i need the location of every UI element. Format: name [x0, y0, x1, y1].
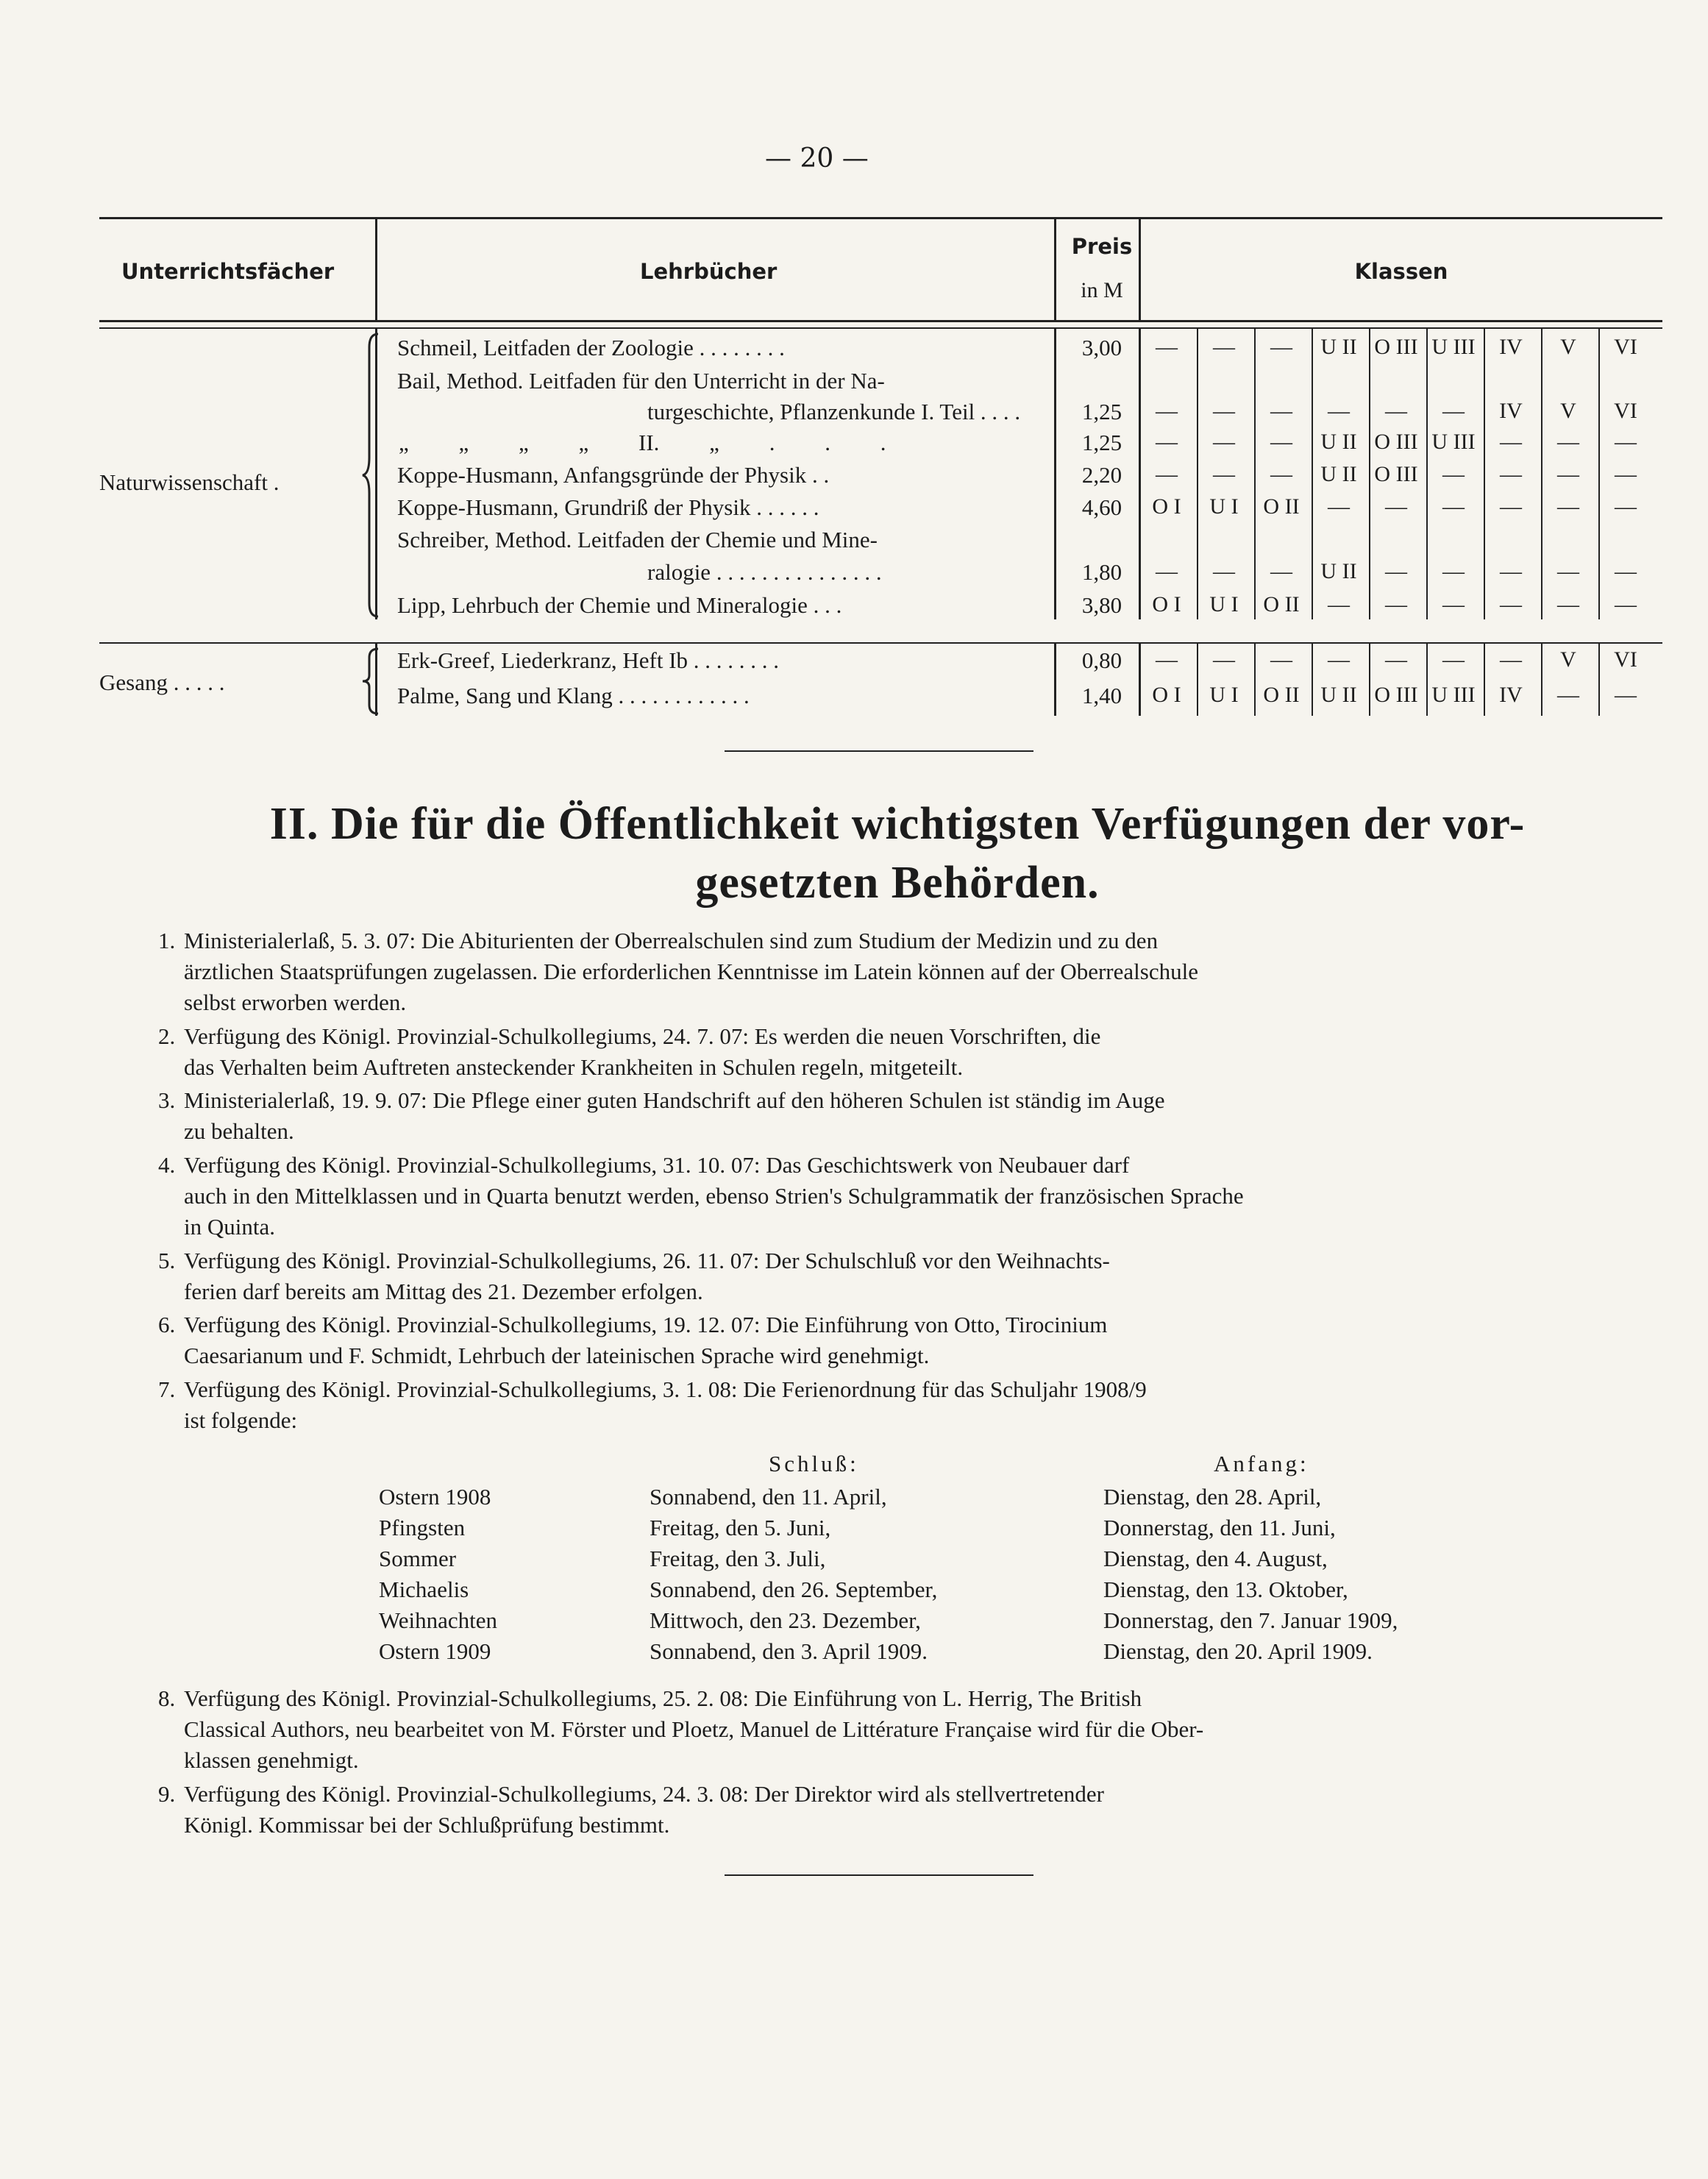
col-divider — [1139, 644, 1141, 716]
decree-item — [158, 1085, 1618, 1147]
class-cell: — — [1156, 559, 1178, 583]
schedule-end: Sonnabend, den 3. April 1909. — [650, 1638, 928, 1664]
class-divider — [1484, 329, 1485, 619]
class-cell: — — [1385, 647, 1407, 672]
schedule-end: Sonnabend, den 11. April, — [650, 1484, 887, 1510]
class-cell: U III — [1431, 430, 1476, 454]
class-cell: — — [1442, 592, 1465, 616]
item-line: zu behalten. — [184, 1118, 294, 1144]
price-cell: 1,25 — [1081, 399, 1122, 424]
class-cell: — — [1500, 647, 1522, 672]
class-cell: — — [1557, 559, 1579, 583]
class-cell: VI — [1614, 399, 1637, 423]
class-cell: IV — [1499, 399, 1523, 423]
class-cell: — — [1328, 399, 1350, 423]
class-divider — [1312, 644, 1313, 716]
col-divider — [1054, 218, 1056, 321]
class-cell: — — [1156, 647, 1178, 672]
decree-item — [158, 1245, 1618, 1307]
class-cell: — — [1385, 559, 1407, 583]
schedule-start: Dienstag, den 28. April, — [1103, 1484, 1322, 1510]
header-price-bottom: in M — [1081, 278, 1123, 302]
item-line: Verfügung des Königl. Provinzial-Schulkollegiums, 26. 11. 07: Der Schulschluß vor den Weihnachts- — [184, 1248, 1110, 1273]
class-cell: U II — [1320, 335, 1357, 359]
book-title: ralogie . . . . . . . . . . . . . . . — [647, 559, 882, 585]
subject-naturwissenschaft: Naturwissenschaft . — [99, 469, 280, 495]
class-cell: — — [1615, 592, 1637, 616]
schedule-name: Michaelis — [379, 1577, 469, 1602]
class-cell: — — [1442, 494, 1465, 519]
item-line: Verfügung des Königl. Provinzial-Schulkollegiums, 3. 1. 08: Die Ferienordnung für das Schuljahr 1908/9 — [184, 1376, 1147, 1402]
class-cell: O II — [1263, 683, 1300, 707]
schedule-name: Ostern 1909 — [379, 1638, 491, 1664]
schedule-end: Freitag, den 5. Juni, — [650, 1515, 831, 1540]
price-cell: 1,25 — [1081, 430, 1122, 455]
class-cell: — — [1442, 559, 1465, 583]
class-divider — [1254, 329, 1256, 619]
price-cell: 0,80 — [1081, 647, 1122, 673]
section-title-line1: II. Die für die Öffentlichkeit wichtigsten Verfügungen der vor- — [269, 799, 1526, 849]
schedule-start: Donnerstag, den 7. Januar 1909, — [1103, 1607, 1398, 1633]
schedule-end: Sonnabend, den 26. September, — [650, 1577, 938, 1602]
schedule-start: Dienstag, den 20. April 1909. — [1103, 1638, 1373, 1664]
class-cell: — — [1500, 430, 1522, 454]
decree-item — [158, 1309, 1618, 1371]
item-line: Ministerialerlaß, 19. 9. 07: Die Pflege einer guten Handschrift auf den höheren Schulen ist ständig im Auge — [184, 1087, 1165, 1113]
class-divider — [1197, 329, 1198, 619]
class-divider — [1197, 644, 1198, 716]
item-line: Caesarianum und F. Schmidt, Lehrbuch der lateinischen Sprache wird genehmigt. — [184, 1343, 930, 1368]
class-cell: U III — [1431, 335, 1476, 359]
item-number: 5. — [158, 1248, 176, 1273]
schedule-start: Dienstag, den 4. August, — [1103, 1546, 1328, 1571]
class-cell: — — [1615, 430, 1637, 454]
class-cell: — — [1270, 335, 1292, 359]
item-line: ferien darf bereits am Mittag des 21. Dezember erfolgen. — [184, 1279, 703, 1304]
class-cell: — — [1213, 462, 1235, 486]
col-divider — [1054, 329, 1056, 619]
class-cell: — — [1557, 462, 1579, 486]
class-divider — [1426, 329, 1428, 619]
schedule-end: Mittwoch, den 23. Dezember, — [650, 1607, 921, 1633]
book-title: Bail, Method. Leitfaden für den Unterricht in der Na- — [397, 368, 885, 394]
col-divider — [1054, 644, 1056, 716]
class-cell: O III — [1374, 430, 1418, 454]
class-divider — [1369, 329, 1370, 619]
class-cell: — — [1270, 399, 1292, 423]
class-divider — [1598, 329, 1600, 619]
item-line: Verfügung des Königl. Provinzial-Schulkollegiums, 31. 10. 07: Das Geschichtswerk von Neubauer darf — [184, 1152, 1130, 1178]
class-cell: — — [1557, 494, 1579, 519]
item-line: das Verhalten beim Auftreten ansteckender Krankheiten in Schulen regeln, mitgeteilt. — [184, 1054, 964, 1080]
item-line: auch in den Mittelklassen und in Quarta benutzt werden, ebenso Strien's Schulgrammatik der französischen Sprache — [184, 1183, 1244, 1209]
class-cell: O II — [1263, 592, 1300, 616]
class-cell: V — [1560, 399, 1576, 423]
class-divider — [1312, 329, 1313, 619]
book-title: Koppe-Husmann, Grundriß der Physik . . . . . . — [397, 494, 819, 520]
class-cell: O III — [1374, 683, 1418, 707]
class-cell: — — [1213, 647, 1235, 672]
item-line: ärztlichen Staatsprüfungen zugelassen. Die erforderlichen Kenntnisse im Latein können auf der Oberrealschule — [184, 959, 1198, 984]
table-end-rule — [725, 750, 1033, 752]
header-price-top: Preis — [1071, 234, 1133, 259]
class-cell: — — [1615, 683, 1637, 707]
item-line: Verfügung des Königl. Provinzial-Schulkollegiums, 19. 12. 07: Die Einführung von Otto, Tirocinium — [184, 1312, 1108, 1337]
book-title: „ „ „ „ II. „ . . . — [399, 430, 886, 455]
header-books: Lehrbücher — [640, 259, 778, 284]
schedule-name: Ostern 1908 — [379, 1484, 491, 1510]
brace-naturwissenschaft — [360, 333, 382, 618]
table-top-rule — [99, 217, 1662, 219]
class-divider — [1426, 644, 1428, 716]
class-cell: — — [1615, 494, 1637, 519]
decree-item — [158, 1779, 1618, 1841]
class-divider — [1541, 329, 1542, 619]
decree-item — [158, 1150, 1618, 1243]
brace-gesang — [360, 647, 382, 715]
class-cell: O III — [1374, 462, 1418, 486]
class-divider — [1484, 644, 1485, 716]
item-number: 7. — [158, 1376, 176, 1402]
item-line: Verfügung des Königl. Provinzial-Schulkollegiums, 24. 7. 07: Es werden die neuen Vorschriften, die — [184, 1023, 1101, 1049]
class-cell: — — [1213, 559, 1235, 583]
class-cell: U II — [1320, 430, 1357, 454]
class-cell: U I — [1209, 683, 1239, 707]
class-cell: — — [1270, 462, 1292, 486]
decree-item — [158, 1021, 1618, 1083]
class-cell: U I — [1209, 592, 1239, 616]
schedule-start: Donnerstag, den 11. Juni, — [1103, 1515, 1336, 1540]
closing-rule — [725, 1874, 1033, 1876]
class-divider — [1598, 644, 1600, 716]
class-cell: — — [1270, 647, 1292, 672]
class-cell: — — [1442, 647, 1465, 672]
price-cell: 1,80 — [1081, 559, 1122, 585]
item-line: Königl. Kommissar bei der Schlußprüfung bestimmt. — [184, 1812, 670, 1838]
book-title: Schmeil, Leitfaden der Zoologie . . . . . . . . — [397, 335, 785, 360]
schedule-name: Pfingsten — [379, 1515, 466, 1540]
item-line: Classical Authors, neu bearbeitet von M. Förster und Ploetz, Manuel de Littérature Française wird für die Ober- — [184, 1716, 1204, 1742]
class-cell: — — [1328, 494, 1350, 519]
class-cell: U III — [1431, 683, 1476, 707]
class-cell: O III — [1374, 335, 1418, 359]
class-cell: — — [1615, 559, 1637, 583]
header-subjects: Unterrichtsfächer — [121, 259, 335, 284]
item-line: Ministerialerlaß, 5. 3. 07: Die Abiturienten der Oberrealschulen sind zum Studium der Medizin und zu den — [184, 928, 1159, 953]
item-line: Verfügung des Königl. Provinzial-Schulkollegiums, 25. 2. 08: Die Einführung von L. Herrig, The British — [184, 1685, 1142, 1711]
class-cell: — — [1156, 462, 1178, 486]
item-line: ist folgende: — [184, 1407, 298, 1433]
class-cell: — — [1328, 647, 1350, 672]
price-cell: 4,60 — [1081, 494, 1122, 520]
class-cell: U I — [1209, 494, 1239, 519]
class-cell: O I — [1152, 683, 1181, 707]
class-cell: — — [1328, 592, 1350, 616]
group-rule — [99, 642, 1662, 644]
class-cell: VI — [1614, 335, 1637, 359]
class-cell: O II — [1263, 494, 1300, 519]
header-classes: Klassen — [1354, 259, 1448, 284]
page-number: — 20 — — [765, 143, 869, 174]
class-divider — [1541, 644, 1542, 716]
decree-item — [158, 1683, 1618, 1776]
class-cell: — — [1500, 494, 1522, 519]
item-line: selbst erworben werden. — [184, 989, 407, 1015]
class-cell: — — [1270, 559, 1292, 583]
book-title: Palme, Sang und Klang . . . . . . . . . . . . — [397, 683, 750, 708]
class-cell: — — [1557, 430, 1579, 454]
decree-item — [158, 925, 1618, 1018]
item-number: 2. — [158, 1023, 176, 1049]
class-cell: — — [1500, 462, 1522, 486]
class-cell: IV — [1499, 683, 1523, 707]
book-title: turgeschichte, Pflanzenkunde I. Teil . . . . — [647, 399, 1021, 424]
schedule-start: Dienstag, den 13. Oktober, — [1103, 1577, 1348, 1602]
class-cell: — — [1442, 399, 1465, 423]
item-line: Verfügung des Königl. Provinzial-Schulkollegiums, 24. 3. 08: Der Direktor wird als stellvertretender — [184, 1781, 1104, 1807]
class-cell: — — [1557, 683, 1579, 707]
class-divider — [1254, 644, 1256, 716]
class-cell: U II — [1320, 559, 1357, 583]
item-number: 4. — [158, 1152, 176, 1178]
class-cell: — — [1500, 559, 1522, 583]
class-cell: VI — [1614, 647, 1637, 672]
book-title: Erk-Greef, Liederkranz, Heft Ib . . . . . . . . — [397, 647, 780, 673]
schedule-head-end: Schluß: — [769, 1451, 859, 1476]
class-cell: — — [1213, 430, 1235, 454]
item-line: klassen genehmigt. — [184, 1747, 359, 1773]
price-cell: 1,40 — [1081, 683, 1122, 708]
class-cell: V — [1560, 647, 1576, 672]
class-cell: — — [1385, 399, 1407, 423]
schedule-end: Freitag, den 3. Juli, — [650, 1546, 826, 1571]
header-rule-1 — [99, 320, 1662, 322]
decree-item — [158, 1374, 1618, 1436]
book-title: Schreiber, Method. Leitfaden der Chemie und Mine- — [397, 527, 878, 552]
item-number: 8. — [158, 1685, 176, 1711]
book-title: Lipp, Lehrbuch der Chemie und Mineralogie . . . — [397, 592, 842, 618]
class-cell: — — [1385, 592, 1407, 616]
item-number: 3. — [158, 1087, 176, 1113]
section-title-line2: gesetzten Behörden. — [695, 858, 1100, 908]
class-cell: — — [1213, 335, 1235, 359]
item-number: 9. — [158, 1781, 176, 1807]
col-divider — [1139, 329, 1141, 619]
class-cell: — — [1442, 462, 1465, 486]
header-rule-2 — [99, 327, 1662, 329]
class-cell: U II — [1320, 683, 1357, 707]
class-cell: U II — [1320, 462, 1357, 486]
class-cell: — — [1270, 430, 1292, 454]
price-cell: 2,20 — [1081, 462, 1122, 488]
class-cell: V — [1560, 335, 1576, 359]
class-cell: O I — [1152, 592, 1181, 616]
item-number: 6. — [158, 1312, 176, 1337]
class-cell: — — [1500, 592, 1522, 616]
class-cell: — — [1156, 335, 1178, 359]
price-cell: 3,80 — [1081, 592, 1122, 618]
class-divider — [1369, 644, 1370, 716]
price-cell: 3,00 — [1081, 335, 1122, 360]
class-cell: — — [1156, 430, 1178, 454]
schedule-name: Sommer — [379, 1546, 457, 1571]
class-cell: — — [1156, 399, 1178, 423]
subject-gesang: Gesang . . . . . — [99, 669, 225, 695]
schedule-name: Weihnachten — [379, 1607, 498, 1633]
class-cell: O I — [1152, 494, 1181, 519]
col-divider — [375, 218, 377, 321]
class-cell: — — [1557, 592, 1579, 616]
book-title: Koppe-Husmann, Anfangsgründe der Physik . . — [397, 462, 830, 488]
class-cell: — — [1213, 399, 1235, 423]
schedule-head-start: Anfang: — [1214, 1451, 1309, 1476]
class-cell: IV — [1499, 335, 1523, 359]
item-line: in Quinta. — [184, 1214, 275, 1240]
class-cell: — — [1615, 462, 1637, 486]
item-number: 1. — [158, 928, 176, 953]
class-cell: — — [1385, 494, 1407, 519]
